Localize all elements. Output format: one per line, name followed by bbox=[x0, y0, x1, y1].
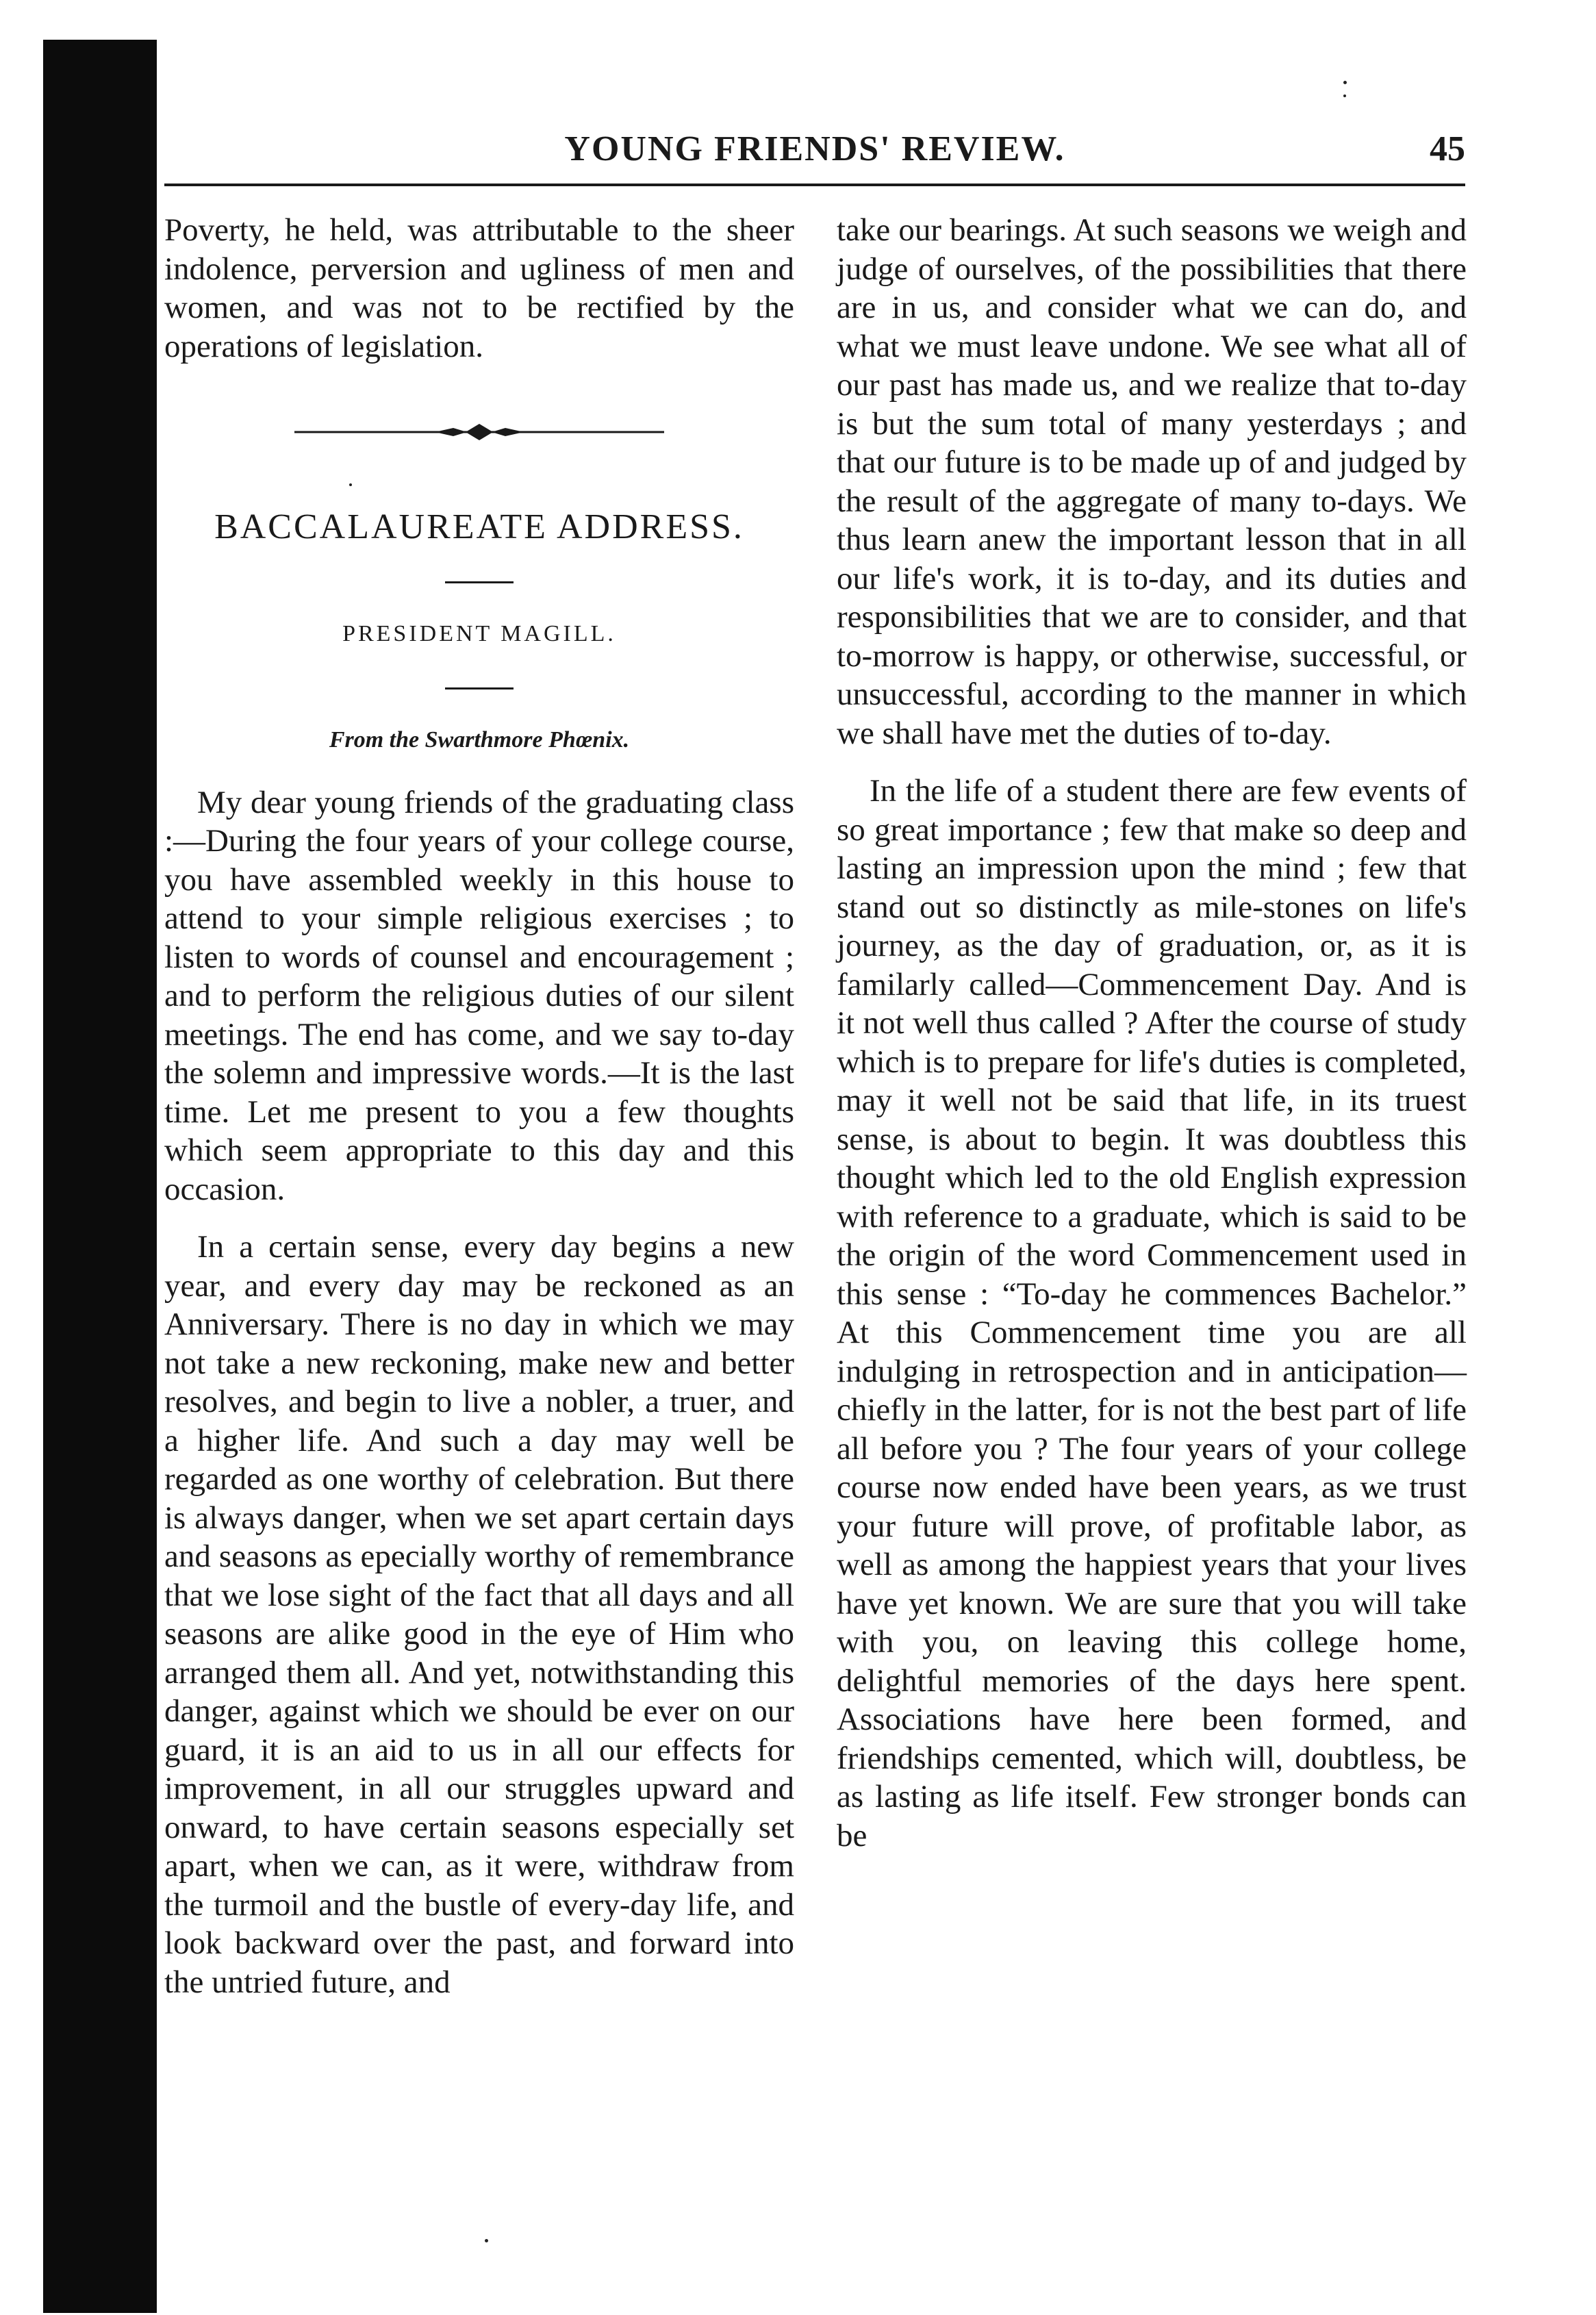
binding-edge-shadow bbox=[43, 40, 157, 2313]
journal-title: YOUNG FRIENDS' REVIEW. bbox=[564, 129, 1065, 168]
body-paragraph: take our bearings. At such seasons we weigh and judge of ourselves, of the possibilities that there are in us, and consider what we can do, and what we must leave undone. We see what all of our past has made us, and we realize that to-day is but the sum total of many yesterdays ; and that our future is to be made up of and judged by the result of the aggregate of many to-days. We thus learn anew the important lesson that in all our life's work, it is to-day, and its duties and responsibilities that we are to consider, and that to-morrow is happy, or otherwise, successful, or unsuccessful, according to the manner in which we shall have met the duties of to-day. bbox=[837, 212, 1467, 751]
scan-speck bbox=[1343, 81, 1347, 84]
right-column bbox=[837, 211, 1467, 1855]
scan-speck bbox=[349, 483, 352, 486]
body-paragraph: In a certain sense, every day begins a new year, and every day may be reckoned as an Anniversary. There is no day in which we may not take a new reckoning, make new and better resolves, and begin to live a nobler, a truer, and a higher life. And such a day may well be regarded as one worthy of celebration. But there is always danger, when we set apart certain days and seasons as epecially worthy of remembrance that we lose sight of the fact that all days and all seasons are alike good in the eye of Him who arranged them all. And yet, notwithstanding this danger, against which we should be ever on our guard, it is an aid to us in all our effects for improvement, in all our struggles upward and onward, to have certain seasons especially set apart, when we can, as it were, withdraw from the turmoil and the bustle of every-day life, and look backward over the past, and forward into the untried future, and bbox=[164, 1229, 794, 2000]
body-paragraph: In the life of a student there are few events of so great importance ; few that make so deep and lasting an impression upon the mind ; few that stand out so distinctly as mile-stones on life's journey, as the day of graduation, or, as it is familarly called—Commencement Day. And is it not well thus called ? After the course of study which is to prepare for life's duties is completed, may it well not be said that life, in its truest sense, is about to begin. It was doubtless this thought which led to the old English expression with reference to a graduate, which is said to be the origin of the word Commencement used in this sense : “To-day he commences Bachelor.” At this Commencement time you are all indulging in retrospection and in anticipation—chiefly in the latter, for is not the best part of life all before you ? The four years of your college course now ended have been years, as we trust your future will prove, of profitable labor, as well as among the happiest years that your lives have yet known. We are sure that you will take with you, on leaving this college home, delightful memories of the days here spent. Associations have here been formed, and friendships cemented, which will, doubtless, be as lasting as life itself. Few stronger bonds can be bbox=[837, 773, 1467, 1854]
author-rule bbox=[445, 687, 514, 690]
article-title: BACCALAUREATE ADDRESS. bbox=[214, 507, 744, 546]
scan-speck bbox=[1343, 94, 1346, 97]
ornamental-divider bbox=[294, 422, 664, 442]
left-column bbox=[164, 211, 794, 2001]
body-paragraph: My dear young friends of the graduating class :—During the four years of your college course, you have assembled weekly in this house to attend to your simple religious exercises ; to listen to words of counsel and encouragement ; and to perform the religious duties of our silent meetings. The end has come, and we say to-day the solemn and impressive words.—It is the last time. Let me present to you a few thoughts which seem appropriate to this day and this occasion. bbox=[164, 784, 794, 1207]
title-rule bbox=[445, 581, 514, 583]
article-source: From the Swarthmore Phœnix. bbox=[329, 727, 630, 752]
page-number: 45 bbox=[1430, 129, 1465, 168]
header-rule bbox=[164, 184, 1465, 186]
continued-paragraph: Poverty, he held, was attributable to the sheer indolence, perversion and ugliness of men and women, and was not to be rectified by the operations of legislation. bbox=[164, 212, 794, 364]
scan-speck bbox=[485, 2239, 488, 2242]
article-author: PRESIDENT MAGILL. bbox=[342, 620, 616, 646]
running-header bbox=[164, 129, 1465, 184]
